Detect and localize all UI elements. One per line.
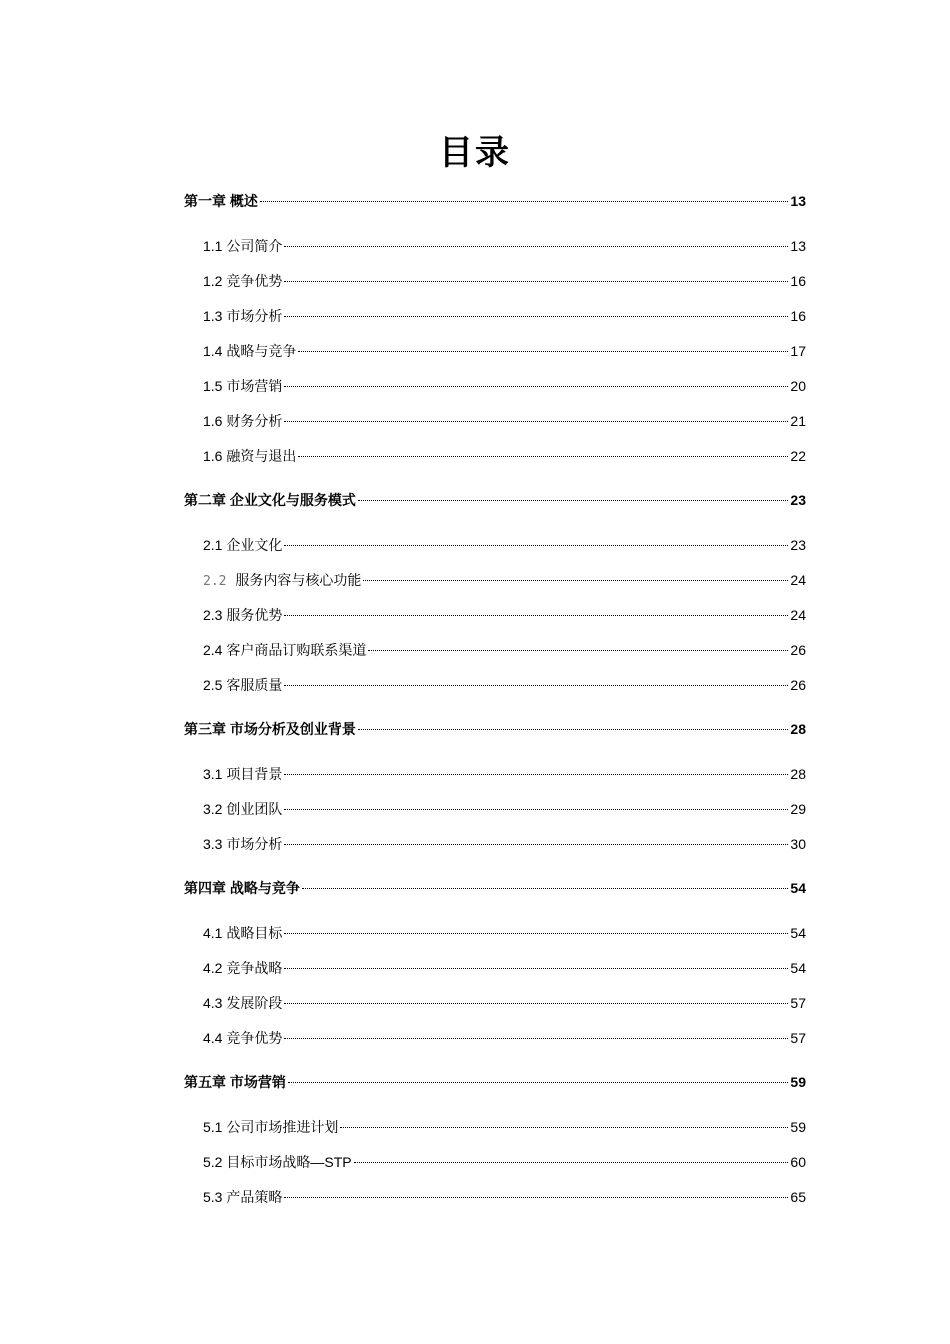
- toc-section-3-1[interactable]: [184, 757, 806, 792]
- dot-leader: [284, 614, 788, 616]
- toc-chapter-2[interactable]: [184, 483, 806, 518]
- toc-section-1-1[interactable]: [184, 229, 806, 264]
- toc-page-number: 65: [790, 1188, 806, 1205]
- toc-section-3-2[interactable]: [184, 792, 806, 827]
- toc-entry-label: 3.2 创业团队: [203, 800, 283, 817]
- toc-entry-label: 4.2 竞争战略: [203, 959, 283, 976]
- toc-entry-label: 2.4 客户商品订购联系渠道: [203, 641, 367, 658]
- dot-leader: [363, 579, 788, 581]
- toc-page-number: 16: [790, 307, 806, 324]
- toc-section-2-5[interactable]: [184, 668, 806, 703]
- toc-page-number: 29: [790, 800, 806, 817]
- dot-leader: [284, 1196, 788, 1198]
- toc-entry-label: 1.6 财务分析: [203, 412, 283, 429]
- dot-leader: [284, 315, 788, 317]
- toc-section-4-1[interactable]: [184, 916, 806, 951]
- dot-leader: [298, 350, 788, 352]
- dot-leader: [354, 1161, 789, 1163]
- toc-page-number: 59: [790, 1118, 806, 1135]
- toc-entry-label: 第二章 企业文化与服务模式: [184, 492, 356, 508]
- dot-leader: [284, 280, 788, 282]
- dot-leader: [284, 773, 788, 775]
- toc-section-1-3[interactable]: [184, 299, 806, 334]
- toc-entry-label: 1.5 市场营销: [203, 377, 283, 394]
- dot-leader: [284, 808, 788, 810]
- toc-chapter-1[interactable]: [184, 184, 806, 219]
- toc-page-number: 60: [790, 1153, 806, 1170]
- dot-leader: [284, 420, 788, 422]
- toc-page-number: 54: [790, 959, 806, 976]
- toc-section-5-1[interactable]: [184, 1110, 806, 1145]
- toc-entry-label: 1.6 融资与退出: [203, 447, 297, 464]
- dot-leader: [358, 499, 789, 501]
- dot-leader: [284, 1002, 788, 1004]
- dot-leader: [284, 385, 788, 387]
- toc-section-1-2[interactable]: [184, 264, 806, 299]
- dot-leader: [340, 1126, 788, 1128]
- toc-page-number: 57: [790, 994, 806, 1011]
- toc-entry-label: 1.1 公司简介: [203, 237, 283, 254]
- dot-leader: [284, 843, 788, 845]
- toc-section-1-6b[interactable]: [184, 439, 806, 474]
- toc-entry-label: 1.2 竞争优势: [203, 272, 283, 289]
- toc-section-5-3[interactable]: [184, 1180, 806, 1215]
- toc-section-2-2[interactable]: [184, 563, 806, 598]
- toc-entry-label: [203, 564, 361, 599]
- toc-page-number: 20: [790, 377, 806, 394]
- toc-entry-label: 1.3 市场分析: [203, 307, 283, 324]
- toc-page-number: 21: [790, 412, 806, 429]
- toc-entry-label: 3.3 市场分析: [203, 835, 283, 852]
- toc-section-1-6[interactable]: [184, 404, 806, 439]
- toc-entry-label: 2.1 企业文化: [203, 536, 283, 553]
- toc-entry-label: 3.1 项目背景: [203, 765, 283, 782]
- dot-leader: [284, 245, 788, 247]
- toc-page-number: 13: [790, 237, 806, 254]
- toc-page-number: 59: [790, 1074, 806, 1090]
- dot-leader: [298, 455, 788, 457]
- toc-entry-label: 4.3 发展阶段: [203, 994, 283, 1011]
- toc-page-number: 24: [790, 606, 806, 623]
- toc-section-4-3[interactable]: [184, 986, 806, 1021]
- dot-leader: [284, 1037, 788, 1039]
- toc-entry-label: 4.4 竞争优势: [203, 1029, 283, 1046]
- toc-page-number: 23: [790, 492, 806, 508]
- dot-leader: [284, 967, 788, 969]
- toc-section-5-2[interactable]: [184, 1145, 806, 1180]
- toc-entry-label: 第四章 战略与竞争: [184, 880, 300, 896]
- toc-chapter-3[interactable]: [184, 712, 806, 747]
- toc-page-number: 23: [790, 536, 806, 553]
- toc-section-1-5[interactable]: [184, 369, 806, 404]
- toc-page-number: 22: [790, 447, 806, 464]
- toc-section-4-4[interactable]: [184, 1021, 806, 1056]
- dot-leader: [284, 544, 788, 546]
- toc-page-number: 17: [790, 342, 806, 359]
- toc-entry-label: 5.3 产品策略: [203, 1188, 283, 1205]
- toc-page-number: 54: [790, 924, 806, 941]
- toc-section-2-3[interactable]: [184, 598, 806, 633]
- toc-section-3-3[interactable]: [184, 827, 806, 862]
- toc-section-2-1[interactable]: [184, 528, 806, 563]
- toc-page-number: 28: [790, 721, 806, 737]
- dot-leader: [288, 1081, 789, 1083]
- toc-title: 目录: [439, 133, 511, 173]
- toc-entry-label: 2.5 客服质量: [203, 676, 283, 693]
- toc-page-number: 28: [790, 765, 806, 782]
- dot-leader: [260, 200, 789, 202]
- toc-page-number: 24: [790, 571, 806, 588]
- dot-leader: [284, 684, 788, 686]
- dot-leader: [368, 649, 788, 651]
- toc-section-2-4[interactable]: [184, 633, 806, 668]
- toc-entry-number: 2.2: [203, 573, 227, 589]
- toc-section-4-2[interactable]: [184, 951, 806, 986]
- toc-page-number: 54: [790, 880, 806, 896]
- dot-leader: [284, 932, 788, 934]
- toc-entry-label: 1.4 战略与竞争: [203, 342, 297, 359]
- toc-entry-label: 第一章 概述: [184, 193, 258, 209]
- toc-entry-label: 5.2 目标市场战略—STP: [203, 1153, 352, 1170]
- toc-page-number: 26: [790, 676, 806, 693]
- toc-entry-label: 第五章 市场营销: [184, 1074, 286, 1090]
- toc-page-number: 13: [790, 193, 806, 209]
- toc-page-number: 16: [790, 272, 806, 289]
- toc-page-number: 26: [790, 641, 806, 658]
- toc-chapter-5[interactable]: [184, 1065, 806, 1100]
- toc-chapter-4[interactable]: [184, 871, 806, 906]
- toc-entry-label: 5.1 公司市场推进计划: [203, 1118, 339, 1135]
- toc-page-number: 30: [790, 835, 806, 852]
- dot-leader: [302, 887, 789, 889]
- toc-section-1-4[interactable]: [184, 334, 806, 369]
- dot-leader: [358, 728, 789, 730]
- toc-entry-text: 服务内容与核心功能: [235, 572, 362, 589]
- toc-entry-label: 2.3 服务优势: [203, 606, 283, 623]
- toc-entry-label: 4.1 战略目标: [203, 924, 283, 941]
- toc-page-number: 57: [790, 1029, 806, 1046]
- toc-entry-label: 第三章 市场分析及创业背景: [184, 721, 356, 737]
- table-of-contents: [184, 184, 806, 1215]
